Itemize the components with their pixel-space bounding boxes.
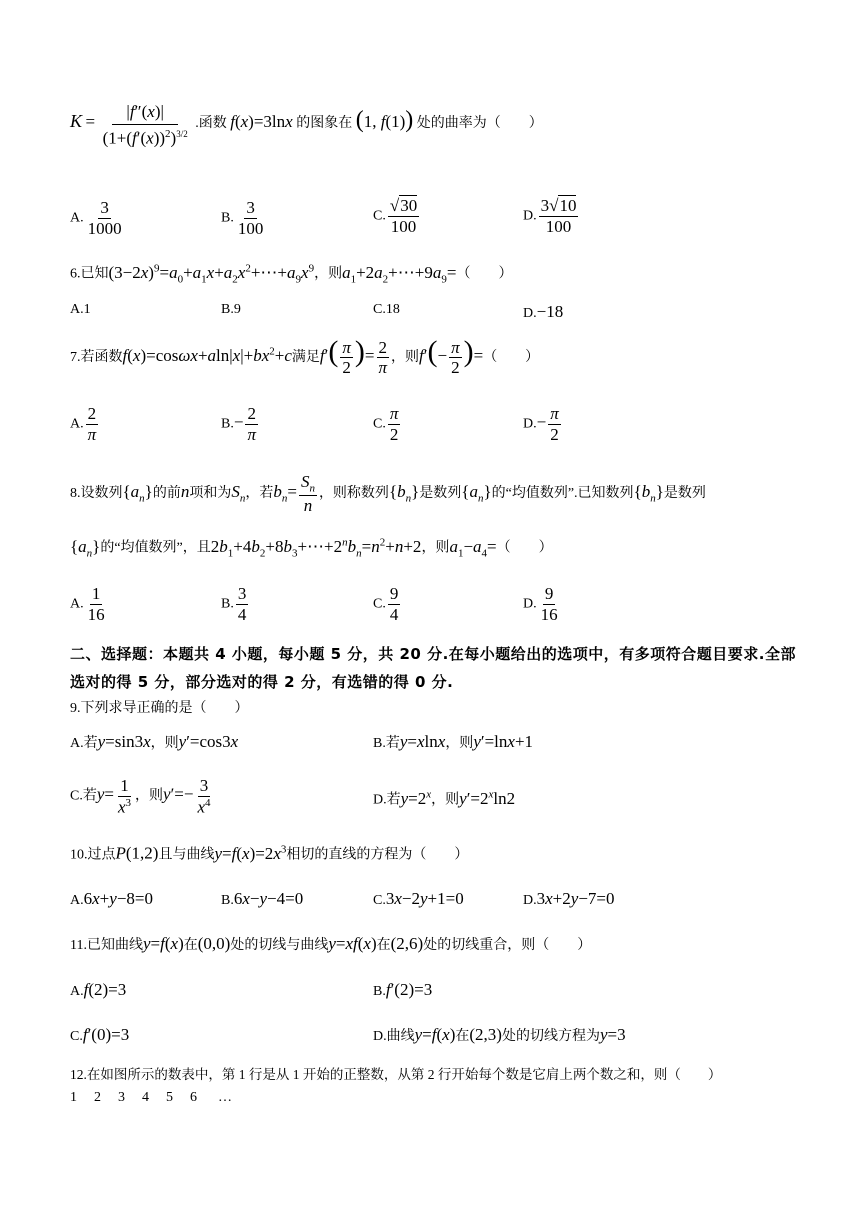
q12-stem: 12.在如图所示的数表中，第 1 行是从 1 开始的正整数，从第 2 行开始每个数是它肩上两个数之和，则（ ） bbox=[70, 1067, 722, 1082]
q6-option-b[interactable]: B.9 bbox=[221, 302, 241, 317]
table-cell: 3 bbox=[118, 1090, 125, 1105]
q7-stem: 7.若函数$f(x)=\cos\omega x+aln|x|+bx^2+c$满足f′( $\frac{\pi}{2}$ )= $\frac{2}{\pi}$ ，则f′(− $\frac{\pi}{2}$ )=（ ） bbox=[70, 335, 540, 378]
q5-stem: K = $\frac{|f''(x)|}{(1+(f'(x))^2)^{3/2}}$ .函数 f(x)=3lnx 的图象在 (1, f(1)) 处的曲率为（ ） bbox=[70, 102, 543, 148]
q8-option-b[interactable]: B. $\frac{3}{4}$ bbox=[221, 584, 247, 624]
section-2-heading: 二、选择题：本题共 4 小题，每小题 5 分，共 20 分.在每小题给出的选项中，有多项符合题目要求.全部选对的得 5 分，部分选对的得 2 分，有选错的得 0 分. bbox=[70, 645, 796, 691]
q9-option-c[interactable]: C.若y= $\frac{1}{x^3}$ ，则y′=− $\frac{3}{x^4}$ bbox=[70, 776, 211, 817]
table-cell: 5 bbox=[166, 1090, 173, 1105]
q5-option-a[interactable]: A. $\frac{3}{1000}$ bbox=[70, 198, 122, 238]
q5-option-c[interactable]: C. $\frac{√30}{100}$ bbox=[373, 196, 418, 236]
q6-option-c[interactable]: C.18 bbox=[373, 302, 400, 317]
q10-stem: 10.过点P(1,2)且与曲线$y=f(x)=2x^3$相切的直线的方程为（ ） bbox=[70, 843, 469, 863]
q7-option-d[interactable]: D.− $\frac{\pi}{2}$ bbox=[523, 404, 559, 444]
q8-option-a[interactable]: A. $\frac{1}{16}$ bbox=[70, 584, 105, 624]
q9-option-a[interactable]: A.若y=sin3x，则y′=cos3x bbox=[70, 732, 239, 751]
q6-stem: 6.已知$(3-2x)^9=a_0+a_1x+a_2x^2+\cdots+a_9x^9$，则$a_1+2a_2+\cdots+9a_9=$（ ） bbox=[70, 262, 513, 286]
q7-option-a[interactable]: A. $\frac{2}{\pi}$ bbox=[70, 404, 97, 444]
q10-option-c[interactable]: C.3x−2y+1=0 bbox=[373, 889, 464, 908]
table-cell: 6 bbox=[190, 1090, 197, 1105]
q10-option-a[interactable]: A.6x+y−8=0 bbox=[70, 889, 153, 908]
q9-option-b[interactable]: B.若y=xlnx，则y′=lnx+1 bbox=[373, 732, 534, 751]
q9-option-d[interactable]: D.若$y=2^x$，则$y'=2^x\ln 2$ bbox=[373, 788, 516, 808]
q10-option-d[interactable]: D.3x+2y−7=0 bbox=[523, 889, 615, 908]
q9-stem: 9.下列求导正确的是（ ） bbox=[70, 701, 249, 716]
q8-stem-line1: 8.设数列$\{a_n\}$的前n项和为$S_n$，若$b_n=$ $\frac{S_n}{n}$ ，则称数列$\{b_n\}$是数列$\{a_n\}$的“均值数列”.已知数列$\{b_n\}$是数列 bbox=[70, 472, 706, 516]
q11-option-b[interactable]: B.f′(2)=3 bbox=[373, 980, 433, 999]
q8-option-c[interactable]: C. $\frac{9}{4}$ bbox=[373, 584, 399, 624]
q11-option-a[interactable]: A.f(2)=3 bbox=[70, 980, 127, 999]
q11-stem: 11.已知曲线y=f(x)在(0,0)处的切线与曲线y=xf(x)在(2,6)处的切线重合，则（ ） bbox=[70, 934, 592, 953]
q10-option-b[interactable]: B.6x−y−4=0 bbox=[221, 889, 304, 908]
table-cell: … bbox=[218, 1090, 232, 1105]
q8-option-d[interactable]: D. $\frac{9}{16}$ bbox=[523, 584, 558, 624]
q5-option-d[interactable]: D. $\frac{3√10}{100}$ bbox=[523, 196, 577, 236]
q12-number-row bbox=[70, 1090, 232, 1106]
q7-option-c[interactable]: C. $\frac{\pi}{2}$ bbox=[373, 404, 399, 444]
q5-option-b[interactable]: B. $\frac{3}{100}$ bbox=[221, 198, 264, 238]
q6-option-a[interactable]: A.1 bbox=[70, 302, 91, 317]
q7-option-b[interactable]: B.− $\frac{2}{\pi}$ bbox=[221, 404, 256, 444]
curvature-formula: $\frac{|f''(x)|}{(1+(f'(x))^2)^{3/2}}$ bbox=[102, 102, 188, 148]
table-cell: 1 bbox=[70, 1090, 77, 1105]
q11-option-d[interactable]: D.曲线y=f(x)在(2,3)处的切线方程为y=3 bbox=[373, 1025, 626, 1044]
table-cell: 4 bbox=[142, 1090, 149, 1105]
q11-option-c[interactable]: C.f′(0)=3 bbox=[70, 1025, 130, 1044]
table-cell: 2 bbox=[94, 1090, 101, 1105]
q6-option-d[interactable]: D.−18 bbox=[523, 302, 564, 321]
q8-stem-line2: $\{a_n\}$的“均值数列”，且$2b_1+4b_2+8b_3+\cdots+2^nb_n=n^2+n+2$，则$a_1-a_4=$（ ） bbox=[70, 536, 553, 560]
